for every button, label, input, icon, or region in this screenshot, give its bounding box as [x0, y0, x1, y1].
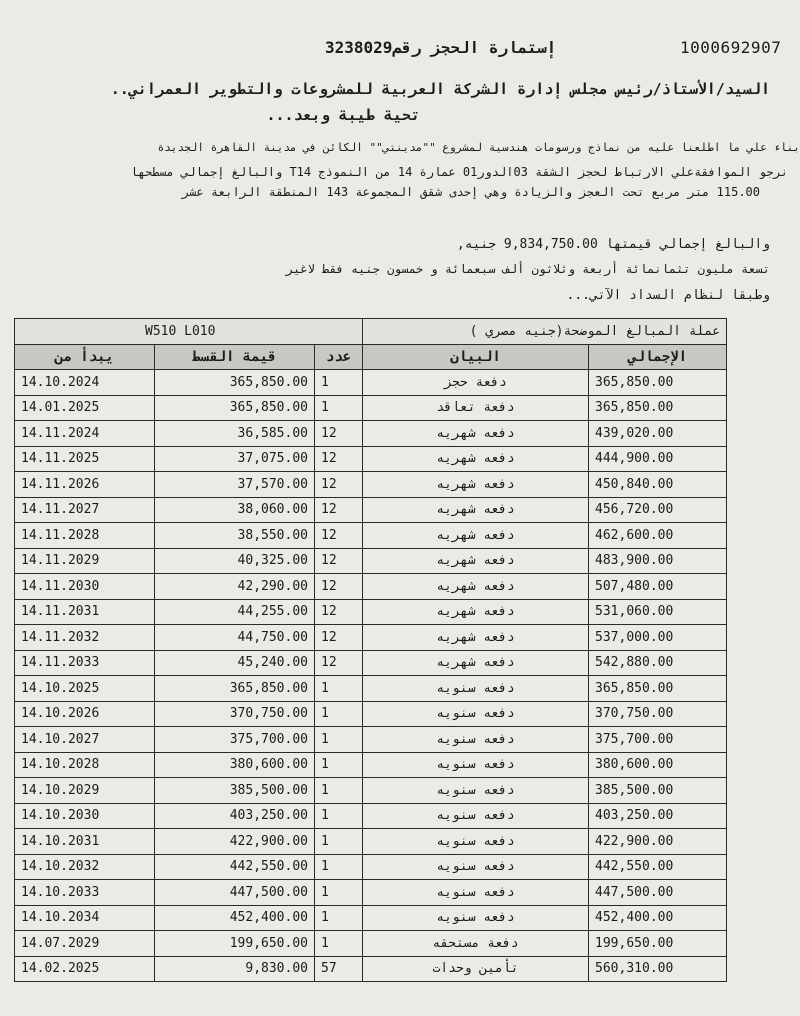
cell-count: 1: [315, 829, 363, 855]
table-row: [15, 752, 727, 778]
cell-installment: 375,700.00: [155, 727, 315, 753]
cell-start-date: 14.11.2033: [15, 650, 155, 676]
table-row: [15, 370, 727, 396]
cell-description: دفعه شهريه: [363, 548, 589, 574]
cell-total: 462,600.00: [589, 523, 727, 549]
cell-count: 1: [315, 370, 363, 396]
currency-label: عملة المبالغ الموضحة(جنيه مصري ): [363, 319, 727, 345]
letter-line-1: بناء علي ما اطلعنا عليه من نماذج ورسومات هندسية لمشروع ""مدينتي"" الكائن في مدينة القاهرة الجديدة: [157, 141, 800, 154]
table-row: [15, 676, 727, 702]
cell-count: 1: [315, 880, 363, 906]
cell-total: 507,480.00: [589, 574, 727, 600]
cell-count: 1: [315, 803, 363, 829]
cell-total: 365,850.00: [589, 395, 727, 421]
cell-count: 12: [315, 472, 363, 498]
cell-total: 199,650.00: [589, 931, 727, 957]
cell-description: دفعة مستحقه: [363, 931, 589, 957]
cell-description: دفعه سنويه: [363, 727, 589, 753]
cell-total: 365,850.00: [589, 676, 727, 702]
table-row: [15, 472, 727, 498]
cell-description: دفعه سنويه: [363, 905, 589, 931]
table-row: [15, 931, 727, 957]
cell-count: 1: [315, 905, 363, 931]
cell-installment: 447,500.00: [155, 880, 315, 906]
table-row: [15, 650, 727, 676]
cell-total: 365,850.00: [589, 370, 727, 396]
cell-installment: 452,400.00: [155, 905, 315, 931]
letter-line-3: 115.00 متر مربع تحت العجز والزيادة وهي إحدى شقق المجموعة 143 المنطقة الرابعة عشر: [181, 185, 760, 199]
cell-installment: 45,240.00: [155, 650, 315, 676]
cell-installment: 385,500.00: [155, 778, 315, 804]
cell-start-date: 14.11.2031: [15, 599, 155, 625]
table-row: [15, 778, 727, 804]
cell-total: 444,900.00: [589, 446, 727, 472]
header-installment: قيمة القسط: [155, 344, 315, 370]
cell-start-date: 14.11.2028: [15, 523, 155, 549]
letter-line-2: نرجو الموافقةعلي الارتباط لحجز الشقة 03الدور01 عمارة 14 من النموذج T14 والبالغ إجمالي مسطحها: [130, 165, 788, 179]
greeting-line: تحية طيبة وبعد...: [266, 106, 420, 124]
cell-count: 1: [315, 701, 363, 727]
cell-start-date: 14.11.2032: [15, 625, 155, 651]
table-row: [15, 421, 727, 447]
cell-count: 1: [315, 931, 363, 957]
cell-count: 1: [315, 752, 363, 778]
cell-count: 1: [315, 727, 363, 753]
cell-description: دفعة تعاقد: [363, 395, 589, 421]
cell-description: دفعه شهريه: [363, 625, 589, 651]
table-row: [15, 497, 727, 523]
cell-start-date: 14.02.2025: [15, 956, 155, 982]
cell-count: 12: [315, 421, 363, 447]
cell-count: 1: [315, 395, 363, 421]
cell-description: دفعه شهريه: [363, 650, 589, 676]
cell-description: دفعه سنويه: [363, 676, 589, 702]
cell-description: دفعه سنويه: [363, 778, 589, 804]
currency-row: [15, 319, 727, 345]
cell-installment: 403,250.00: [155, 803, 315, 829]
cell-total: 456,720.00: [589, 497, 727, 523]
cell-installment: 9,830.00: [155, 956, 315, 982]
cell-total: 542,880.00: [589, 650, 727, 676]
cell-installment: 40,325.00: [155, 548, 315, 574]
cell-total: 380,600.00: [589, 752, 727, 778]
cell-description: دفعه سنويه: [363, 752, 589, 778]
cell-count: 1: [315, 778, 363, 804]
cell-installment: 422,900.00: [155, 829, 315, 855]
cell-total: 403,250.00: [589, 803, 727, 829]
cell-start-date: 14.10.2032: [15, 854, 155, 880]
table-row: [15, 523, 727, 549]
cell-description: دفعه شهريه: [363, 599, 589, 625]
payment-schedule-table: [14, 318, 727, 982]
header-count: عدد: [315, 344, 363, 370]
cell-start-date: 14.10.2031: [15, 829, 155, 855]
header-total: الإجمالي: [589, 344, 727, 370]
cell-total: 560,310.00: [589, 956, 727, 982]
cell-start-date: 14.11.2027: [15, 497, 155, 523]
cell-total: 450,840.00: [589, 472, 727, 498]
cell-description: دفعه سنويه: [363, 803, 589, 829]
payment-intro: وطبقا لنظام السداد الآتي...: [566, 288, 770, 303]
cell-start-date: 14.11.2029: [15, 548, 155, 574]
cell-description: دفعه سنويه: [363, 829, 589, 855]
cell-count: 57: [315, 956, 363, 982]
cell-installment: 37,075.00: [155, 446, 315, 472]
cell-total: 531,060.00: [589, 599, 727, 625]
cell-start-date: 14.11.2024: [15, 421, 155, 447]
cell-count: 12: [315, 599, 363, 625]
form-title: إستمارة الحجز رقم3238029: [325, 38, 557, 57]
cell-description: دفعة حجز: [363, 370, 589, 396]
cell-start-date: 14.10.2024: [15, 370, 155, 396]
cell-description: دفعه شهريه: [363, 472, 589, 498]
cell-installment: 38,550.00: [155, 523, 315, 549]
header-row: [15, 344, 727, 370]
table-row: [15, 854, 727, 880]
cell-start-date: 14.10.2027: [15, 727, 155, 753]
table-row: [15, 395, 727, 421]
cell-description: دفعه سنويه: [363, 701, 589, 727]
table-row: [15, 701, 727, 727]
header-start-from: يبدأ من: [15, 344, 155, 370]
cell-description: دفعه شهريه: [363, 446, 589, 472]
cell-installment: 365,850.00: [155, 370, 315, 396]
table-row: [15, 548, 727, 574]
cell-description: دفعه سنويه: [363, 854, 589, 880]
table-row: [15, 625, 727, 651]
cell-count: 1: [315, 854, 363, 880]
cell-total: 422,900.00: [589, 829, 727, 855]
cell-installment: 36,585.00: [155, 421, 315, 447]
cell-start-date: 14.11.2026: [15, 472, 155, 498]
amount-line: والبالغ إجمالي قيمتها 9,834,750.00 جنيه,: [456, 237, 770, 252]
table-row: [15, 956, 727, 982]
cell-description: دفعه شهريه: [363, 497, 589, 523]
cell-installment: 370,750.00: [155, 701, 315, 727]
cell-total: 385,500.00: [589, 778, 727, 804]
cell-installment: 365,850.00: [155, 395, 315, 421]
cell-count: 12: [315, 446, 363, 472]
reference-number: 1000692907: [680, 38, 782, 57]
cell-total: 439,020.00: [589, 421, 727, 447]
cell-total: 452,400.00: [589, 905, 727, 931]
cell-start-date: 14.11.2030: [15, 574, 155, 600]
cell-count: 12: [315, 548, 363, 574]
table-row: [15, 905, 727, 931]
cell-total: 483,900.00: [589, 548, 727, 574]
cell-installment: 44,255.00: [155, 599, 315, 625]
cell-installment: 44,750.00: [155, 625, 315, 651]
table-row: [15, 880, 727, 906]
cell-installment: 380,600.00: [155, 752, 315, 778]
cell-count: 12: [315, 497, 363, 523]
cell-count: 12: [315, 574, 363, 600]
table-row: [15, 446, 727, 472]
cell-start-date: 14.10.2028: [15, 752, 155, 778]
cell-count: 12: [315, 650, 363, 676]
table-row: [15, 803, 727, 829]
cell-count: 1: [315, 676, 363, 702]
cell-total: 447,500.00: [589, 880, 727, 906]
cell-start-date: 14.10.2025: [15, 676, 155, 702]
cell-start-date: 14.07.2029: [15, 931, 155, 957]
cell-count: 12: [315, 625, 363, 651]
cell-installment: 442,550.00: [155, 854, 315, 880]
cell-total: 442,550.00: [589, 854, 727, 880]
cell-start-date: 14.10.2029: [15, 778, 155, 804]
table-row: [15, 574, 727, 600]
cell-description: دفعه شهريه: [363, 523, 589, 549]
cell-start-date: 14.10.2030: [15, 803, 155, 829]
cell-start-date: 14.11.2025: [15, 446, 155, 472]
cell-description: دفعه شهريه: [363, 421, 589, 447]
cell-start-date: 14.01.2025: [15, 395, 155, 421]
cell-start-date: 14.10.2026: [15, 701, 155, 727]
table-row: [15, 829, 727, 855]
table-row: [15, 727, 727, 753]
cell-installment: 38,060.00: [155, 497, 315, 523]
recipient-line: السيد/الأستاذ/رئيس مجلس إدارة الشركة العربية للمشروعات والتطوير العمراني..: [110, 80, 770, 98]
cell-total: 537,000.00: [589, 625, 727, 651]
cell-description: دفعه سنويه: [363, 880, 589, 906]
cell-count: 12: [315, 523, 363, 549]
cell-total: 370,750.00: [589, 701, 727, 727]
cell-start-date: 14.10.2034: [15, 905, 155, 931]
cell-total: 375,700.00: [589, 727, 727, 753]
table-row: [15, 599, 727, 625]
cell-installment: 199,650.00: [155, 931, 315, 957]
codes-cell: W510 L010: [15, 319, 363, 345]
cell-start-date: 14.10.2033: [15, 880, 155, 906]
cell-description: دفعه شهريه: [363, 574, 589, 600]
cell-installment: 37,570.00: [155, 472, 315, 498]
cell-installment: 42,290.00: [155, 574, 315, 600]
header-description: البيان: [363, 344, 589, 370]
amount-words: تسعة مليون تثمانمائة أربعة وثلاثون ألف سبعمائة و خمسون جنيه فقط لاغير: [285, 262, 770, 276]
cell-description: تأمين وحدات: [363, 956, 589, 982]
cell-installment: 365,850.00: [155, 676, 315, 702]
